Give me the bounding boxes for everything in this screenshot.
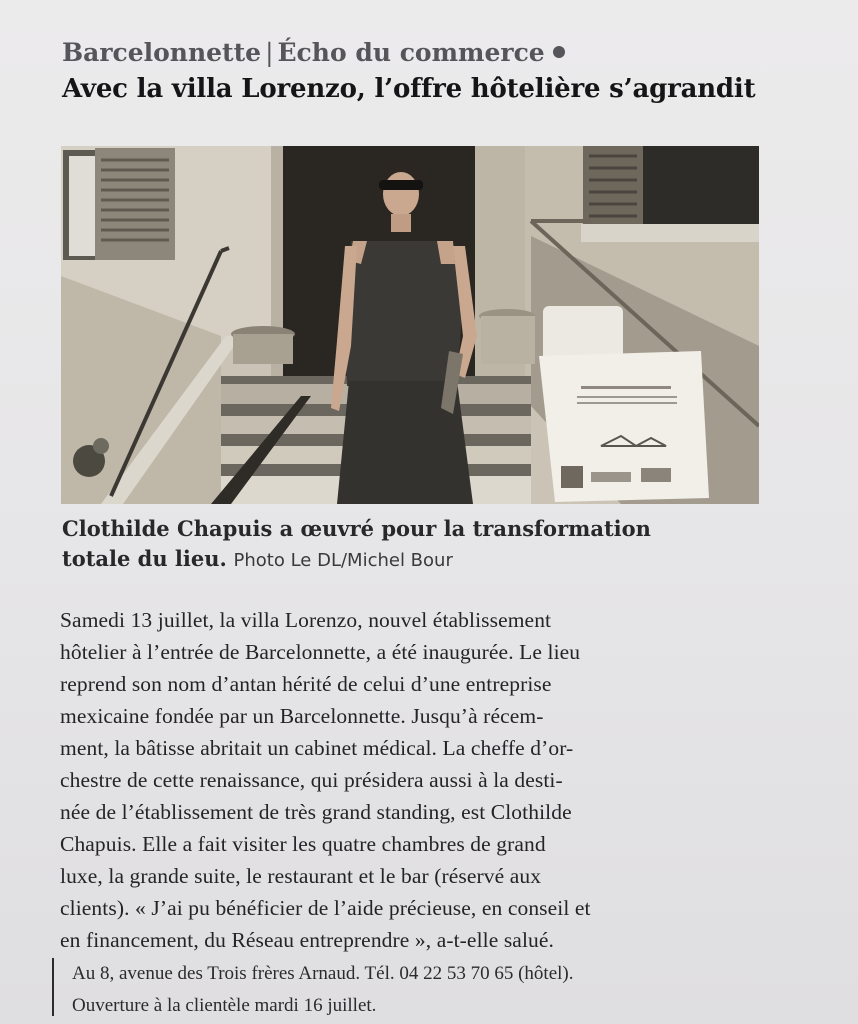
body-line: clients). « J’ai pu bénéficier de l’aide précieuse, en conseil et bbox=[60, 896, 591, 920]
body-line: ment, la bâtisse abritait un cabinet médical. La cheffe d’or- bbox=[60, 736, 574, 760]
body-line: luxe, la grande suite, le restaurant et le bar (réservé aux bbox=[60, 864, 542, 888]
article-body bbox=[60, 604, 772, 956]
practical-info-box bbox=[52, 958, 574, 1016]
body-line: née de l’établissement de très grand standing, est Clothilde bbox=[60, 800, 572, 824]
caption-line-1: Clothilde Chapuis a œuvré pour la transformation bbox=[62, 516, 651, 541]
body-line: reprend son nom d’antan hérité de celui d’une entreprise bbox=[60, 672, 552, 696]
bullet-dot-icon bbox=[553, 46, 565, 58]
info-address-line: Au 8, avenue des Trois frères Arnaud. Tél. 04 22 53 70 65 (hôtel). bbox=[72, 963, 574, 984]
article-kicker bbox=[62, 38, 565, 67]
photo-caption bbox=[62, 514, 762, 576]
body-line: hôtelier à l’entrée de Barcelonnette, a été inaugurée. Le lieu bbox=[60, 640, 581, 664]
body-line: Samedi 13 juillet, la villa Lorenzo, nouvel établissement bbox=[60, 608, 552, 632]
body-line: chestre de cette renaissance, qui présidera aussi à la desti- bbox=[60, 768, 563, 792]
kicker-separator: | bbox=[265, 38, 274, 67]
section-name: Barcelonnette bbox=[62, 38, 262, 67]
rubric-name: Écho du commerce bbox=[277, 38, 545, 67]
body-line: en financement, du Réseau entreprendre », a-t-elle salué. bbox=[60, 928, 554, 952]
body-line: mexicaine fondée par un Barcelonnette. Jusqu’à récem- bbox=[60, 704, 544, 728]
photo-credit: Photo Le DL/Michel Bour bbox=[233, 550, 453, 571]
article-photo bbox=[61, 146, 759, 504]
body-line: Chapuis. Elle a fait visiter les quatre chambres de grand bbox=[60, 832, 546, 856]
photo-illustration bbox=[61, 146, 759, 504]
caption-line-2: totale du lieu. bbox=[62, 546, 227, 571]
info-opening-line: Ouverture à la clientèle mardi 16 juillet. bbox=[72, 995, 377, 1016]
article-headline: Avec la villa Lorenzo, l’offre hôtelière s’agrandit bbox=[62, 74, 756, 104]
